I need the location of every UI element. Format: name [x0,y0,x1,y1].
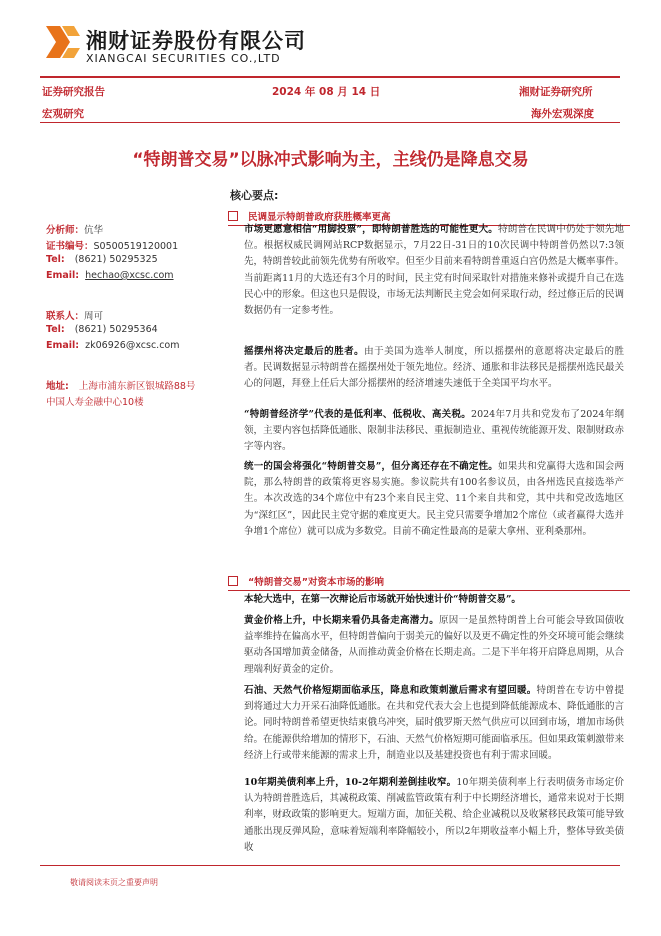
cert-number: S0500519120001 [93,241,179,252]
cert-label: 证书编号： [46,241,94,252]
header-bottom-rule [40,122,620,123]
tel-label: Tel: [46,254,65,265]
email-label: Email: [46,270,80,281]
report-category: 宏观研究 [42,108,84,120]
header-top-rule [40,76,620,78]
checkbox-square-icon [228,576,238,586]
paragraph-lead: 黄金价格上升，中长期来看仍具备走高潜力。 [244,615,439,626]
address-label: 地址: [46,381,69,392]
paragraph [244,407,624,457]
paragraph-lead: 10年期美债利率上升，10-2年期利差倒挂收窄。 [244,777,457,788]
paragraph-text: 10年期美债利率上行表明债务市场定价认为特朗普胜选后，其减税政策、削减监管政策有利于中长期经济增长，通常来说对于长期利率，财政政策的影响更大。短端方面，加征关税、给企业减税以及收紧移民政策可能导致通胀出现反弹风险，意味着短端利率降幅较小，所以2年期收益率小幅上升，整体导致美债收 [244,777,624,853]
paragraph-text: 特朗普在民调中仍处于领先地位。根据权威民调网站RCP数据显示，7月22日-31日的10次民调中特朗普仍然以7:3领先，特朗普较此前领先优势有所收窄。但至少目前来看特朗普重返白宫仍然是大概率事件。当前距离11月的大选还有3个月的时间，民主党有时间采取针对措施来修补或提升自己在选民心中的形象。但这也只是假设，市场无法判断民主党会如何采取行动，经过修正后的民调数据仍有一定参考性。 [244,224,624,317]
contact-tel-row [46,324,158,335]
paragraph-text: 如果共和党赢得大选和国会两院，那么特朗普的政策将更容易实施。参议院共有100名参议员，由各州选民直接选举产生。本次改选的34个席位中有23个来自民主党、11个来自共和党，其中共和党改选地区为“深红区”，因此民主党守据的难度更大。民主党只需要争增加2个席位（或者赢得大选并争增1个席位）就可以成为多数党。目前不确定性最高的是蒙大拿州、亚利桑那州。 [244,461,624,537]
analyst-label: 分析师： [46,225,85,236]
institute: 湘财证券研究所 [519,86,593,98]
report-title: “特朗普交易”以脉冲式影响为主，主线仍是降息交易 [132,150,529,170]
report-subcategory: 海外宏观深度 [531,108,594,120]
paragraph [244,222,624,340]
footer-disclaimer: 敬请阅读末页之重要声明 [70,878,158,887]
paragraph-text: 由于美国为选举人制度，所以摇摆州的意愿将决定最后的胜者。民调数据显示特朗普在摇摆州处于领先地位。经济、通胀和非法移民是摇摆州选民最关心的问题，拜登上任后大部分摇摆州的经济增速失速低于全美国平均水平。 [244,346,624,390]
paragraph [244,459,624,567]
checkbox-square-icon [228,211,238,221]
paragraph-lead: 统一的国会将强化“特朗普交易”，但分离还存在不确定性。 [244,461,499,472]
analyst-tel: (8621) 50295325 [74,254,158,265]
contact-email-row [46,340,180,351]
company-name-en: XIANGCAI SECURITIES CO.,LTD [86,52,281,65]
address-line1: 上海市浦东新区银城路88号 [78,381,196,392]
analyst-email-row [46,270,174,281]
company-name-cn: 湘财证券股份有限公司 [86,29,306,53]
report-date: 2024 年 08 月 14 日 [272,86,381,98]
contact-label: 联系人： [46,311,85,322]
section-heading: 民调显示特朗普政府获胜概率更高 [228,209,630,226]
report-type: 证券研究报告 [42,86,105,98]
paragraph [244,683,624,771]
footer-rule [40,865,620,866]
section-heading: “特朗普交易”对资本市场的影响 [228,574,630,591]
contact-row [46,308,103,322]
paragraph-lead: 市场更愿意相信“用脚投票”，即特朗普胜选的可能性更大。 [244,224,499,235]
paragraph [244,592,624,609]
paragraph [244,344,624,396]
paragraph-lead: “特朗普经济学”代表的是低利率、低税收、高关税。 [244,409,472,420]
key-points-label: 核心要点: [230,189,279,202]
analyst-tel-row [46,254,158,265]
analyst-email-link[interactable]: hechao@xcsc.com [85,270,174,281]
analyst-row [46,222,103,236]
contact-email-link[interactable]: zk06926@xcsc.com [85,340,180,351]
paragraph-lead: 本轮大选中，在第一次辩论后市场就开始快速计价“特朗普交易”。 [244,594,521,605]
address-row [46,378,195,392]
contact-name: 周可 [84,311,104,322]
analyst-name: 伉华 [84,225,104,236]
company-logo-icon [44,22,80,62]
paragraph [244,775,624,859]
contact-tel: (8621) 50295364 [74,324,158,335]
email-label: Email: [46,340,80,351]
paragraph-lead: 石油、天然气价格短期面临承压，降息和政策刺激后需求有望回暖。 [244,685,537,696]
paragraph [244,613,624,679]
address-line2: 中国人寿金融中心10楼 [46,397,144,408]
paragraph-text: 2024年7月共和党发布了2024年纲领，主要内容包括降低通胀、限制非法移民、重振制造业、重视传统能源开发、限制财政赤字等内容。 [244,409,624,453]
cert-row [46,238,178,252]
paragraph-lead: 摇摆州将决定最后的胜者。 [244,346,365,357]
paragraph-text: 特朗普在专访中曾提到将通过大力开采石油降低通胀。在共和党代表大会上也提到降低能源成本、降低通胀的言论。同时特朗普希望更快结束俄乌冲突，届时俄罗斯天然气供应可以回到市场，增加市场供给。在能源供给增加的情形下，石油、天然气价格短期可能面临承压。但如果政策刺激带来经济上行或带来能源的需求上升，制造业以及基建投资也有利于需求回暖。 [244,685,624,761]
tel-label: Tel: [46,324,65,335]
paragraph-text: 原因一是虽然特朗普上台可能会导致国债收益率维持在偏高水平，但特朗普偏向于弱美元的偏好以及更不确定性的外交环境可能会继续驱动各国增加黄金储备，从而推动黄金价格在长期走高。二是下半年将开启降息周期，从合理端利好黄金的定价。 [244,615,624,675]
